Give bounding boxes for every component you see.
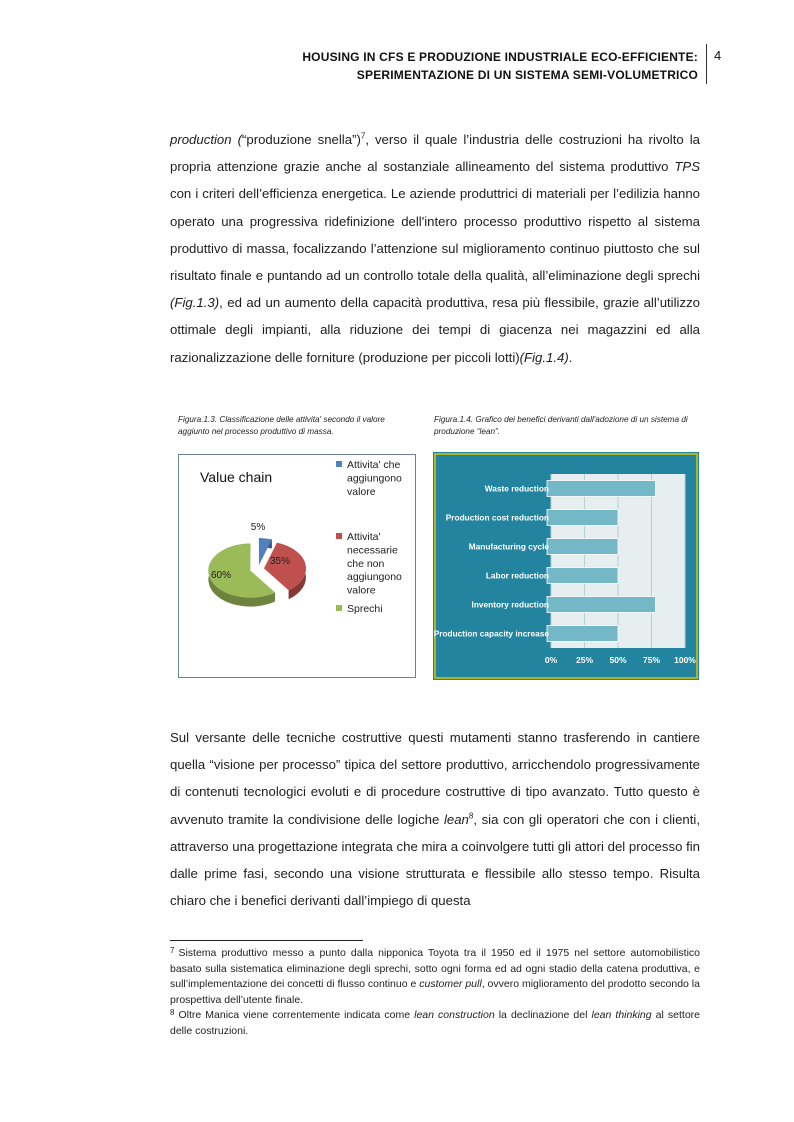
figure-caption-1-3: Figura.1.3. Classificazione delle attivita' secondo il valore aggiunto nel processo produttivo di massa.: [178, 415, 385, 436]
bar: [547, 568, 618, 584]
tick-label: 50%: [609, 655, 627, 665]
text-span: , sia con gli operatori che con i clienti, attraverso una progettazione integrata che mira a coinvolgere tutti gli attori del processo fin dalle prime fasi, secondo una visione strutturata e flessibile allo stesso tempo. Risulta chiaro che i benefici derivanti dall’impiego di questa: [170, 811, 700, 909]
italic-term: lean thinking: [591, 1009, 652, 1022]
page-number: 4: [714, 48, 722, 63]
category-label: Manufacturing cycle: [468, 541, 549, 552]
footnotes: [170, 946, 700, 1040]
text-span: , verso il quale l’industria delle costruzioni ha rivolto la propria attenzione grazie anche al sostanziale allineamento del sistema produttivo: [170, 132, 700, 175]
tick-label: 100%: [674, 655, 696, 665]
footnote-number: 7: [170, 946, 175, 955]
italic-term: TPS: [674, 159, 700, 175]
text-span: , ed ad un aumento della capacità produttiva, resa più flessibile, grazie all’utilizzo ottimale degli impianti, alla riduzione dei tempi di giacenza nei magazzini ed alla razionalizzazione delle forniture (produzione per piccoli lotti): [170, 295, 700, 365]
legend-swatch: [336, 605, 342, 611]
footnote-7: [170, 946, 700, 1008]
header-title-line2: SPERIMENTAZIONE DI UN SISTEMA SEMI-VOLUMETRICO: [356, 68, 698, 82]
text-span: .: [568, 349, 573, 365]
text-span: Oltre Manica viene correntemente indicata come: [178, 1009, 415, 1022]
text-span: con i criteri dell’efficienza energetica. Le aziende produttrici di materiali per l’edilizia hanno operato una progressiva ridefinizione dell'intero processo produttivo rispetto al sistema produttivo di massa, focalizzando l’attenzione sul miglioramento continuo piuttosto che sul risultato finale e puntando ad un controllo totale della qualità, all’eliminazione degli sprechi: [170, 186, 700, 284]
pie-data-label: 5%: [250, 522, 266, 533]
category-label: Inventory reduction: [471, 599, 549, 610]
bar: [547, 597, 656, 613]
legend-entry: Sprechi: [347, 603, 383, 615]
text-span: “produzione snella”): [241, 132, 361, 147]
bar: [547, 626, 618, 642]
text-span: Sistema produttivo messo a punto dalla nipponica Toyota tra il 1950 ed il 1975 nel settore automobilistico basato sulla sistematica eliminazione degli sprechi, sotto ogni forma ed ad ogni stadio della catena produttiva, e sull’implementazione dei concetti di flusso continuo e: [170, 947, 700, 991]
value-chain-pie-chart: [178, 454, 416, 678]
tick-label: 0%: [544, 655, 558, 665]
body-paragraph-1: [170, 126, 700, 371]
body-paragraph-2: [170, 724, 700, 914]
running-header: [302, 48, 698, 84]
text-span: la declinazione del: [494, 1009, 592, 1022]
figure-caption-1-4: Figura.1.4. Grafico dei benefici derivanti dall'adozione di un sistema di produzione “lean”.: [434, 415, 688, 436]
italic-term: production (: [170, 132, 242, 147]
pie-data-label: 60%: [210, 570, 232, 581]
footnote-number: 8: [170, 1008, 175, 1018]
legend-swatch: [336, 461, 342, 467]
figure-ref-1-4[interactable]: (Fig.1.4): [519, 349, 569, 365]
lean-benefits-bar-chart: [433, 452, 699, 680]
pie-title: Value chain: [200, 469, 273, 485]
footnote-ref-8[interactable]: 8: [468, 811, 474, 821]
header-divider: [706, 44, 707, 84]
footnote-8: [170, 1008, 700, 1039]
pie-data-label: 35%: [269, 556, 291, 567]
legend-swatch: [336, 533, 342, 539]
footnote-separator: [170, 940, 363, 941]
legend-entry: Attivita' che aggiungono valore: [347, 459, 402, 498]
tick-label: 75%: [642, 655, 661, 665]
category-label: Production cost reduction: [445, 512, 549, 523]
legend-entry: Attivita' necessarie che non aggiungono valore: [347, 531, 402, 597]
text-span: Sul versante delle tecniche costruttive questi mutamenti stanno trasferendo in cantiere quella “visione per processo” tipica del settore produttivo, arricchendolo progressivamente di contenuti tecnologici evoluti e di procedure costruttive di tipo avanzato. Tutto questo è avvenuto tramite la condivisione delle logiche: [170, 730, 700, 827]
tick-label: 25%: [575, 655, 594, 665]
text-span: al settore delle costruzioni.: [170, 1009, 700, 1037]
italic-term: lean: [443, 811, 469, 827]
category-label: Production capacity increase: [433, 628, 549, 639]
header-title-line1: HOUSING IN CFS E PRODUZIONE INDUSTRIALE ECO-EFFICIENTE:: [302, 50, 698, 64]
bar: [547, 539, 618, 555]
category-label: Waste reduction: [484, 483, 549, 494]
italic-term: customer pull: [419, 978, 482, 991]
footnote-ref-7[interactable]: 7: [360, 131, 366, 141]
bar: [547, 510, 618, 526]
figure-ref-1-3[interactable]: (Fig.1.3): [170, 295, 220, 311]
bar: [547, 481, 656, 497]
italic-term: lean construction: [414, 1009, 495, 1022]
category-label: Labor reduction: [485, 570, 549, 581]
bar-grid: [551, 474, 685, 648]
text-span: , ovvero miglioramento del prodotto secondo la prospettiva dell’utente finale.: [170, 978, 700, 1006]
